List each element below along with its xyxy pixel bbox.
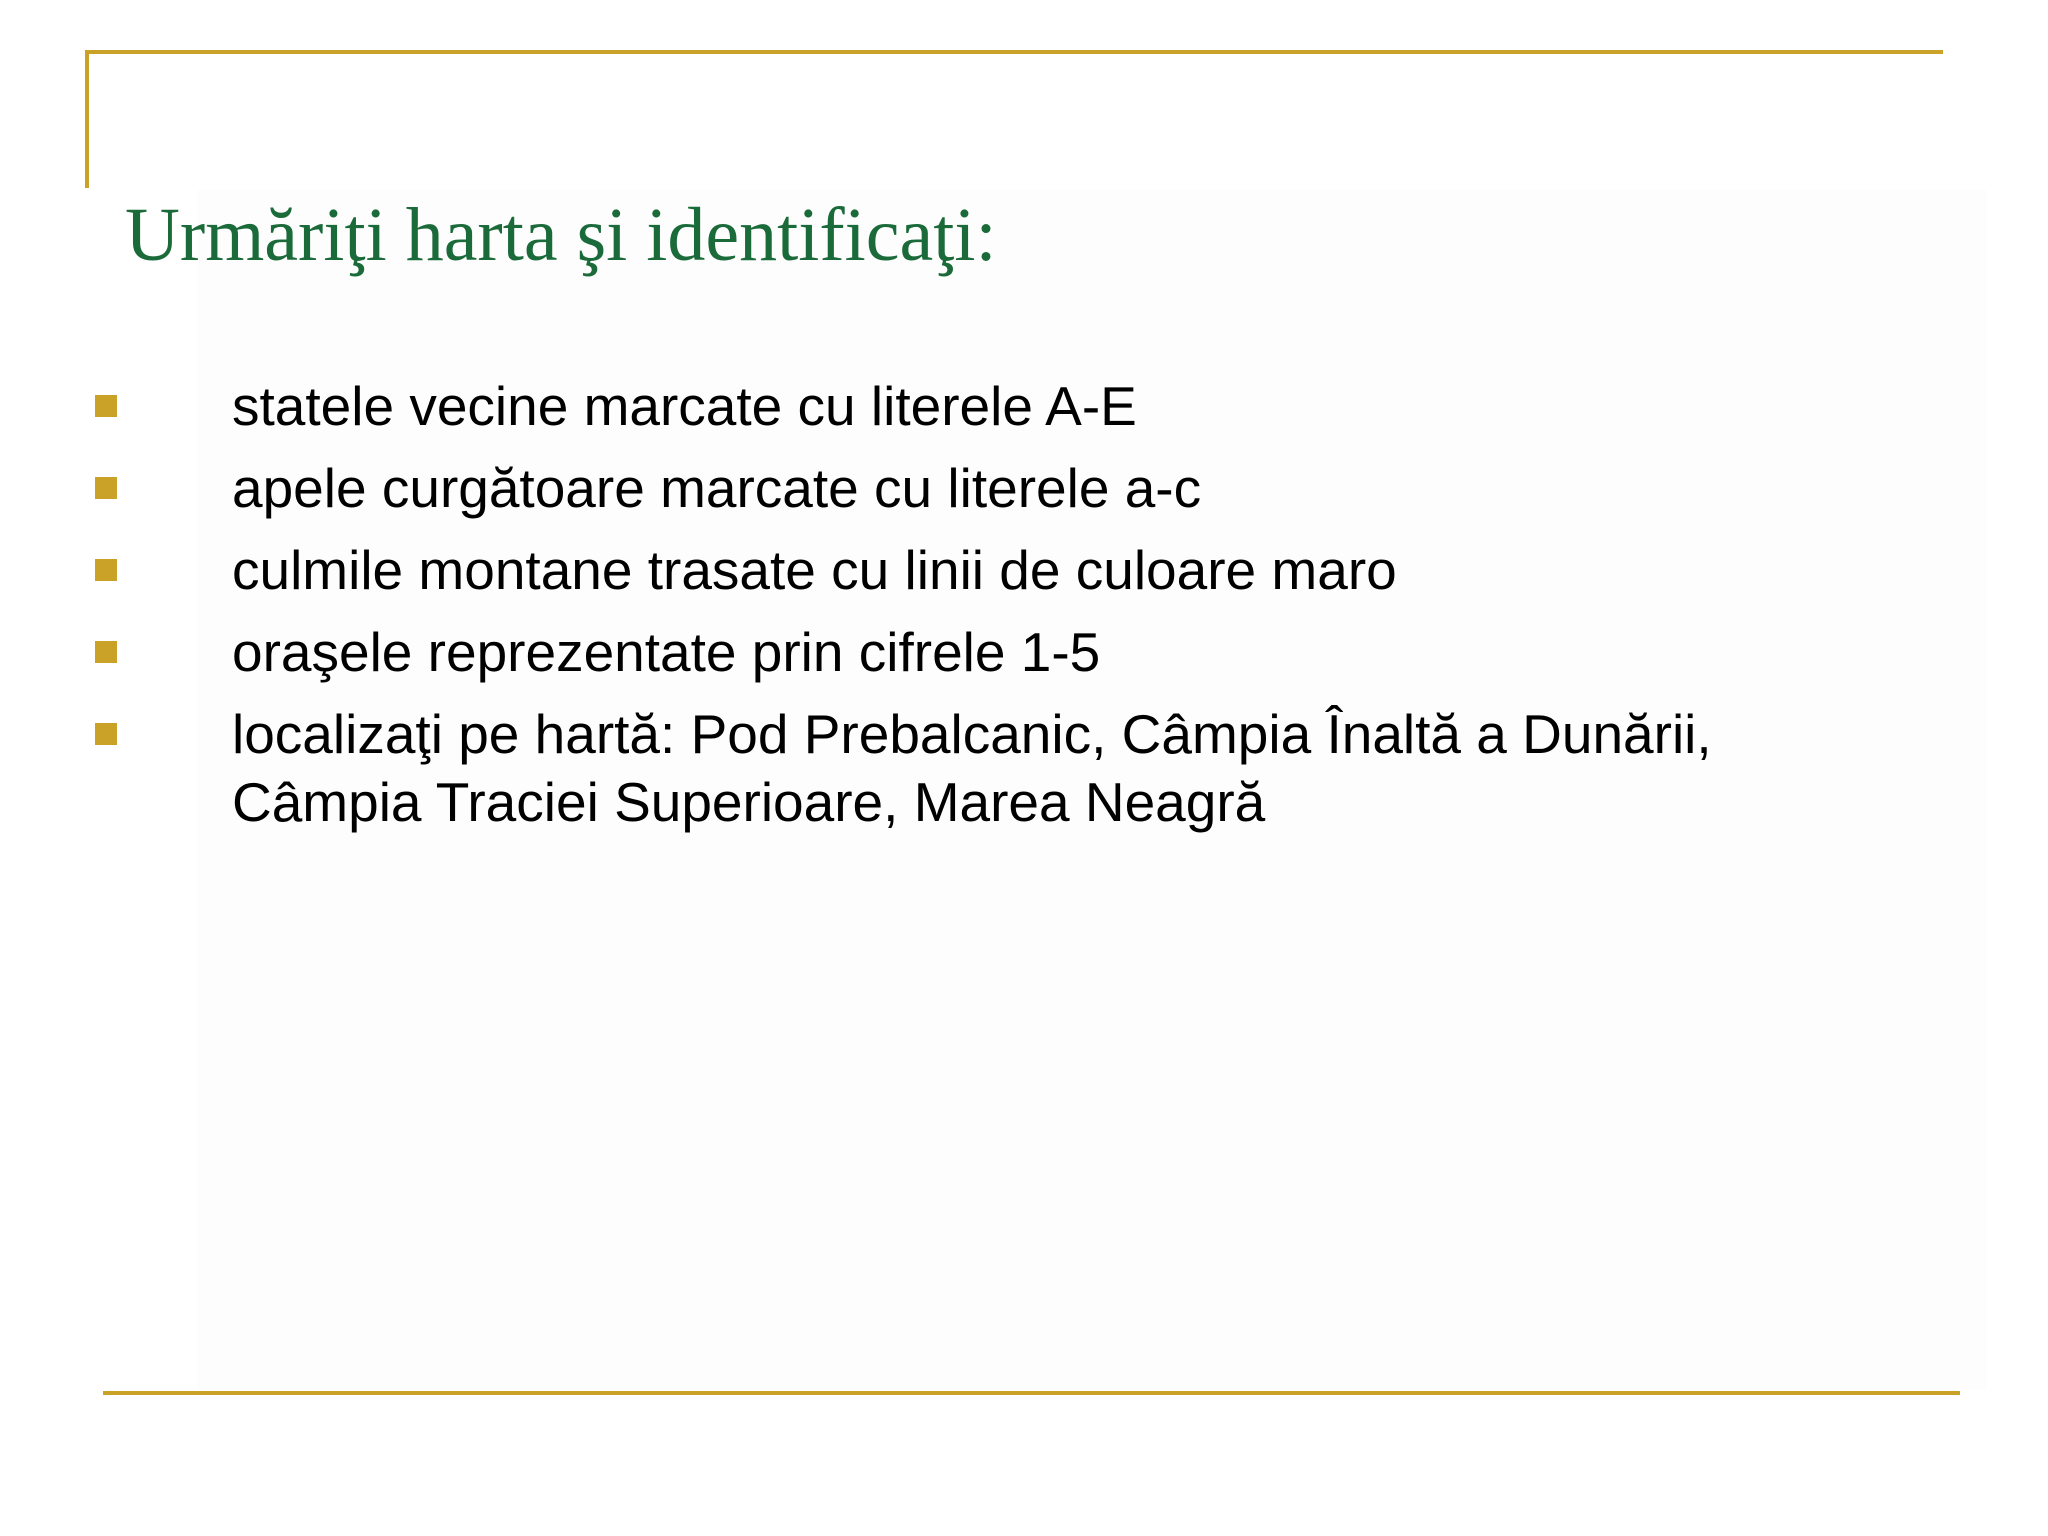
square-bullet-icon xyxy=(95,477,117,499)
bullet-list xyxy=(95,372,1795,850)
bullet-item xyxy=(95,454,1795,522)
bullet-text: apele curgătoare marcate cu literele a-c xyxy=(232,457,1202,519)
bullet-item xyxy=(95,618,1795,686)
bottom-rule xyxy=(103,1391,1960,1395)
bullet-text: localizaţi pe hartă: Pod Prebalcanic, Câmpia Înaltă a Dunării, Câmpia Traciei Superioare, Marea Neagră xyxy=(232,703,1712,833)
bullet-text: oraşele reprezentate prin cifrele 1-5 xyxy=(232,621,1101,683)
slide-title: Urmăriţi harta şi identificaţi: xyxy=(125,193,997,277)
top-rule xyxy=(85,50,1943,54)
square-bullet-icon xyxy=(95,723,117,745)
bullet-item xyxy=(95,536,1795,604)
square-bullet-icon xyxy=(95,641,117,663)
bullet-item xyxy=(95,372,1795,440)
left-rule xyxy=(85,50,89,188)
bullet-text: culmile montane trasate cu linii de culoare maro xyxy=(232,539,1397,601)
square-bullet-icon xyxy=(95,395,117,417)
bullet-item xyxy=(95,700,1795,836)
bullet-text: statele vecine marcate cu literele A-E xyxy=(232,375,1137,437)
square-bullet-icon xyxy=(95,559,117,581)
